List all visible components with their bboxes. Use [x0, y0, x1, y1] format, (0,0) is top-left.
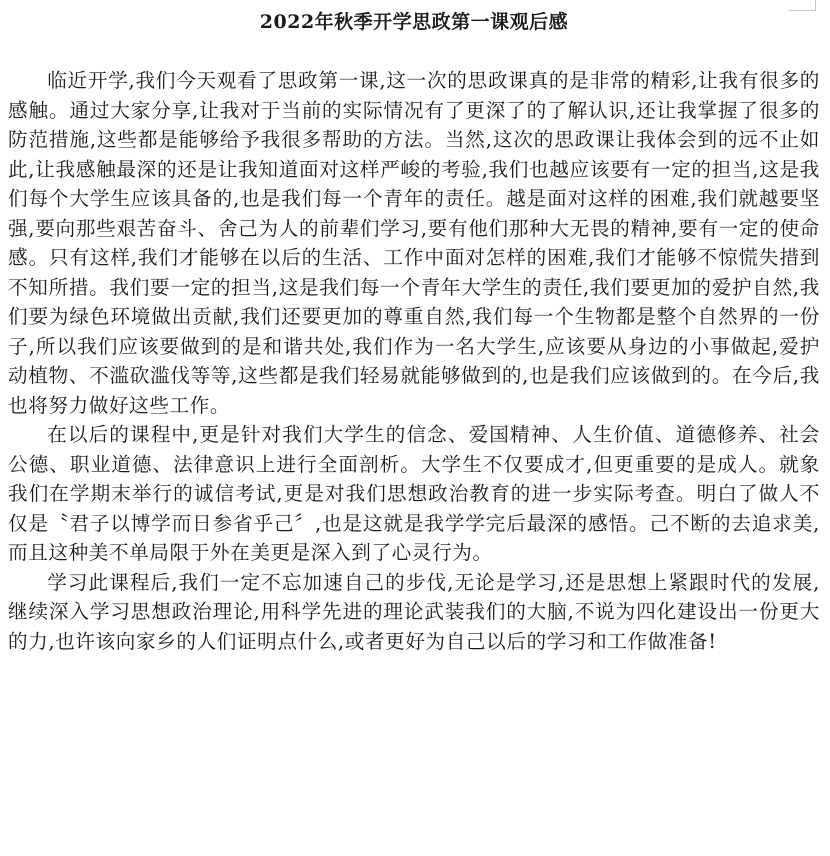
paragraph-1: 临近开学,我们今天观看了思政第一课,这一次的思政课真的是非常的精彩,让我有很多的感触。通过大家分享,让我对于当前的实际情况有了更深了的了解认识,还让我掌握了很多的防范措施,这些都是能够给予我很多帮助的方法。当然,这次的思政课让我体会到的远不止如此,让我感触最深的还是让我知道面对这样严峻的考验,我们也越应该要有一定的担当,这是我们每个大学生应该具备的,也是我们每一个青年的责任。越是面对这样的困难,我们就越要坚强,要向那些艰苦奋斗、舍己为人的前辈们学习,要有他们那种大无畏的精神,要有一定的使命感。只有这样,我们才能够在以后的生活、工作中面对怎样的困难,我们才能够不惊慌失措到不知所措。我们要一定的担当,这是我们每一个青年大学生的责任,我们要更加的爱护自然,我们要为绿色环境做出贡献,我们还要更加的尊重自然,我们每一个生物都是整个自然界的一份子,所以我们应该要做到的是和谐共处,我们作为一名大学生,应该要从身边的小事做起,爱护动植物、不滥砍滥伐等等,这些都是我们轻易就能够做到的,也是我们应该做到的。在今后,我也将努力做好这些工作。: [8, 69, 820, 417]
paragraph-3: 学习此课程后,我们一定不忘加速自己的步伐,无论是学习,还是思想上紧跟时代的发展,继续深入学习思想政治理论,用科学先进的理论武装我们的大脑,不说为四化建设出一份更大的力,也许该向家乡的人们证明点什么,或者更好为自己以后的学习和工作做准备!: [8, 570, 820, 653]
paragraph-2: 在以后的课程中,更是针对我们大学生的信念、爱国精神、人生价值、道德修养、社会公德、职业道德、法律意识上进行全面剖析。大学生不仅要成才,但更重要的是成人。就象我们在学期末举行的诚信考试,更是对我们思想政治教育的进一步实际考查。明白了做人不仅是〝君子以博学而日参省乎己〞,也是这就是我学学完后最深的感悟。己不断的去追求美,而且这种美不单局限于外在美更是深入到了心灵行为。: [8, 423, 820, 564]
document-body: [8, 66, 820, 656]
document-title: 2022年秋季开学思政第一课观后感: [259, 11, 569, 33]
page-corner-mark: [789, 0, 816, 11]
